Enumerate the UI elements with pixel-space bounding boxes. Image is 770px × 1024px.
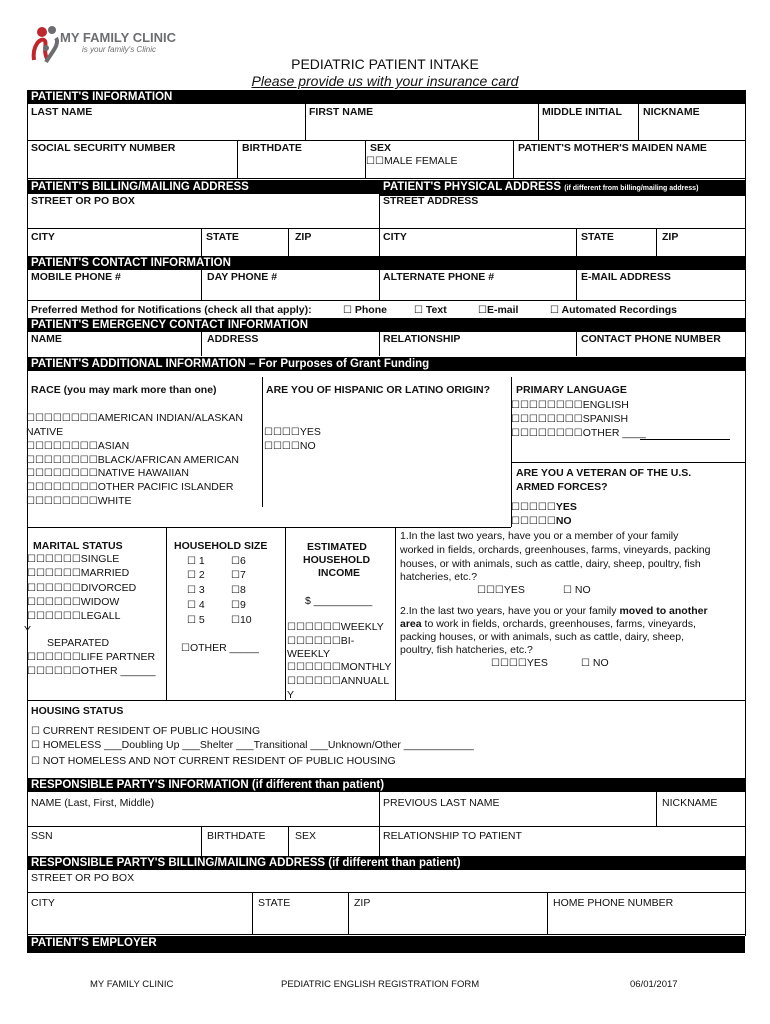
previous-last-name-field[interactable]: PREVIOUS LAST NAME (383, 797, 500, 809)
employer-header: PATIENT'S EMPLOYER (27, 936, 745, 953)
race-option-pacific[interactable]: ☐☐☐☐☐☐☐☐OTHER PACIFIC ISLANDER (26, 481, 234, 493)
marital-separated-label: SEPARATED (47, 637, 110, 649)
physical-city-field[interactable]: CITY (383, 231, 407, 243)
checkbox-icon[interactable]: ☐☐☐☐☐☐☐☐ (26, 413, 98, 424)
checkbox-icon[interactable]: ☐ (187, 556, 196, 567)
q2-line-1: 2.In the last two years, have you or your family moved to another (400, 605, 708, 617)
emergency-relationship-field[interactable]: RELATIONSHIP (383, 333, 461, 345)
household-option-6[interactable]: ☐6 (231, 555, 246, 567)
last-name-field[interactable]: LAST NAME (31, 106, 93, 118)
income-biweekly-option[interactable]: ☐☐☐☐☐☐BI- (287, 635, 355, 647)
checkbox-icon[interactable]: ☐ (231, 556, 240, 567)
checkbox-icon[interactable]: ☐ (414, 305, 423, 316)
checkbox-icon[interactable]: ☐☐☐☐☐☐ (27, 666, 81, 677)
checkbox-icon[interactable]: ☐ (31, 740, 40, 751)
checkbox-icon[interactable]: ☐ (343, 305, 352, 316)
logo-name: MY FAMILY CLINIC (60, 30, 177, 45)
notif-text-option[interactable]: ☐ Text (414, 304, 447, 316)
checkbox-icon[interactable]: ☐☐☐☐☐ (511, 516, 556, 527)
checkbox-icon[interactable]: ☐☐☐☐☐☐☐☐ (511, 414, 583, 425)
hispanic-yes-option[interactable]: ☐☐☐☐YES (264, 426, 321, 438)
checkbox-icon[interactable]: ☐☐☐☐☐☐ (27, 597, 81, 608)
race-option-native-cont: NATIVE (26, 426, 64, 438)
checkbox-icon[interactable]: ☐☐☐☐☐☐ (287, 662, 341, 673)
responsible-party-header: RESPONSIBLE PARTY'S INFORMATION (if different than patient) (27, 778, 745, 792)
emergency-header: PATIENT'S EMERGENCY CONTACT INFORMATION (27, 318, 745, 332)
checkbox-icon[interactable]: ☐☐☐☐☐☐☐☐ (511, 400, 583, 411)
veteran-label-2: ARMED FORCES? (516, 481, 608, 493)
veteran-no-option[interactable]: ☐☐☐☐☐NO (511, 515, 572, 527)
billing-state-field[interactable]: STATE (206, 231, 239, 243)
first-name-field[interactable]: FIRST NAME (309, 106, 374, 118)
income-label: ESTIMATED (307, 541, 367, 553)
additional-info-header: PATIENT'S ADDITIONAL INFORMATION – For Purposes of Grant Funding (27, 357, 745, 371)
language-spanish-option[interactable]: ☐☐☐☐☐☐☐☐SPANISH (511, 413, 629, 425)
checkbox-icon[interactable]: ☐ (231, 600, 240, 611)
income-label-3: LD (356, 554, 371, 566)
checkbox-icon[interactable]: ☐ (231, 570, 240, 581)
checkbox-icon[interactable]: ☐☐☐☐☐☐ (287, 622, 341, 633)
mobile-phone-field[interactable]: MOBILE PHONE # (31, 271, 121, 283)
checkbox-icon[interactable]: ☐ (563, 585, 572, 596)
checkbox-icon[interactable]: ☐ (231, 615, 240, 626)
household-option-4[interactable]: ☐ 4 (187, 599, 205, 611)
checkbox-icon[interactable]: ☐☐☐☐☐☐ (27, 568, 81, 579)
marital-divorced-option[interactable]: ☐☐☐☐☐☐DIVORCED (27, 582, 137, 594)
language-other-option[interactable]: ☐☐☐☐☐☐☐☐OTHER ____ (511, 427, 646, 439)
resp-state-field[interactable]: STATE (258, 897, 291, 909)
checkbox-icon[interactable]: ☐ (231, 585, 240, 596)
marital-widow-option[interactable]: ☐☐☐☐☐☐WIDOW (27, 596, 120, 608)
marital-other-option[interactable]: ☐☐☐☐☐☐OTHER ______ (27, 665, 156, 677)
marital-married-option[interactable]: ☐☐☐☐☐☐MARRIED (27, 567, 130, 579)
q2-line-3: packing houses, or with animals, such as cattle, dairy, sheep, (400, 631, 685, 643)
income-label-4: INCOME (318, 567, 360, 579)
checkbox-icon[interactable]: ☐☐☐☐☐☐☐☐ (26, 468, 98, 479)
billing-city-field[interactable]: CITY (31, 231, 55, 243)
responsible-billing-header: RESPONSIBLE PARTY'S BILLING/MAILING ADDRESS (if different than patient) (27, 856, 745, 870)
checkbox-icon[interactable]: ☐☐☐☐☐☐☐☐ (511, 428, 583, 439)
checkbox-icon[interactable]: ☐☐☐☐☐☐☐☐ (26, 441, 98, 452)
resp-zip-field[interactable]: ZIP (354, 897, 371, 909)
checkbox-icon[interactable]: ☐☐☐☐☐☐ (27, 583, 81, 594)
physical-zip-field[interactable]: ZIP (662, 231, 679, 243)
notification-label: Preferred Method for Notifications (check all that apply): (31, 304, 312, 316)
income-annually-cont: Y (287, 689, 295, 701)
marital-single-option[interactable]: ☐☐☐☐☐☐SINGLE (27, 553, 120, 565)
household-option-2[interactable]: ☐ 2 (187, 569, 205, 581)
hispanic-no-option[interactable]: ☐☐☐☐NO (264, 440, 316, 452)
checkbox-icon[interactable]: ☐ (181, 643, 190, 654)
checkbox-icon[interactable]: ☐☐☐☐☐☐☐☐ (26, 455, 98, 466)
q1-line-2: worked in fields, orchards, greenhouses, farms, vineyards, packing (400, 544, 711, 556)
email-field[interactable]: E-MAIL ADDRESS (581, 271, 671, 283)
household-option-other[interactable]: ☐OTHER _____ (181, 642, 259, 654)
contact-header: PATIENT'S CONTACT INFORMATION (27, 256, 745, 270)
alternate-phone-field[interactable]: ALTERNATE PHONE # (383, 271, 495, 283)
resp-street-field[interactable]: STREET OR PO BOX (31, 872, 135, 884)
q1-line-4: hatcheries, etc.? (400, 571, 478, 583)
household-option-7[interactable]: ☐7 (231, 569, 246, 581)
race-option-white[interactable]: ☐☐☐☐☐☐☐☐WHITE (26, 495, 132, 507)
q1-yes-option[interactable]: ☐☐☐YES (477, 584, 525, 596)
checkbox-icon[interactable]: ☐ (478, 305, 487, 316)
checkbox-icon[interactable]: ☐☐☐☐☐☐☐☐ (26, 496, 98, 507)
checkbox-icon[interactable]: ☐ (187, 570, 196, 581)
page-subtitle: Please provide us with your insurance card (251, 73, 519, 89)
checkbox-icon[interactable]: ☐ (31, 756, 40, 767)
checkbox-icon[interactable]: ☐☐☐☐☐☐ (27, 611, 81, 622)
logo-tagline: is your family's Clinic (82, 45, 156, 54)
veteran-yes-option[interactable]: ☐☐☐☐☐YES (511, 501, 577, 513)
checkbox-icon[interactable]: ☐ (187, 600, 196, 611)
billing-street-field[interactable]: STREET OR PO BOX (31, 195, 135, 207)
household-size-label: HOUSEHOLD SIZE (174, 540, 268, 552)
marital-life-partner-option[interactable]: ☐☐☐☐☐☐LIFE PARTNER (27, 651, 156, 663)
household-option-10[interactable]: ☐10 (231, 614, 252, 626)
housing-homeless-option[interactable]: ☐ HOMELESS ___Doubling Up ___Shelter ___Transitional ___Unknown/Other ____________ (31, 739, 474, 751)
income-label-2: HOUSEHO (303, 554, 357, 566)
housing-label: HOUSING STATUS (31, 705, 124, 717)
household-option-1[interactable]: ☐ 1 (187, 555, 205, 567)
sex-label: SEX (370, 142, 392, 154)
income-weekly-option[interactable]: ☐☐☐☐☐☐WEEKLY (287, 621, 384, 633)
race-option-hawaiian[interactable]: ☐☐☐☐☐☐☐☐NATIVE HAWAIIAN (26, 467, 189, 479)
emergency-name-field[interactable]: NAME (31, 333, 62, 345)
race-option-american-indian[interactable]: ☐☐☐☐☐☐☐☐AMERICAN INDIAN/ALASKAN (26, 412, 244, 424)
responsible-ssn-field[interactable]: SSN (31, 830, 53, 842)
marital-legally-option[interactable]: ☐☐☐☐☐☐LEGALL (27, 610, 121, 622)
checkbox-icon[interactable]: ☐☐☐☐ (491, 658, 527, 669)
race-option-asian[interactable]: ☐☐☐☐☐☐☐☐ASIAN (26, 440, 130, 452)
household-option-9[interactable]: ☐9 (231, 599, 246, 611)
household-option-8[interactable]: ☐8 (231, 584, 246, 596)
household-option-5[interactable]: ☐ 5 (187, 614, 205, 626)
language-english-option[interactable]: ☐☐☐☐☐☐☐☐ENGLISH (511, 399, 629, 411)
checkbox-icon[interactable]: ☐ (187, 615, 196, 626)
emergency-phone-field[interactable]: CONTACT PHONE NUMBER (581, 333, 721, 345)
physical-address-header: PATIENT'S PHYSICAL ADDRESS (if different from billing/mailing address) (379, 180, 745, 196)
q1-no-option[interactable]: ☐ NO (563, 584, 591, 596)
notif-phone-option[interactable]: ☐ Phone (343, 304, 387, 316)
q1-line-1: 1.In the last two years, have you or a member of your family (400, 530, 679, 542)
q2-yes-option[interactable]: ☐☐☐☐YES (491, 657, 548, 669)
q2-line-4: poultry, fish hatcheries, etc.? (400, 644, 533, 656)
responsible-sex-field[interactable]: SEX (295, 830, 317, 842)
checkbox-icon[interactable]: ☐☐☐☐☐☐ (27, 554, 81, 565)
checkbox-icon[interactable]: ☐☐☐☐☐ (511, 502, 556, 513)
q1-line-3: houses, or with animals, such as cattle, dairy, sheep, poultry, fish (400, 558, 701, 570)
q2-no-option[interactable]: ☐ NO (581, 657, 609, 669)
resp-home-phone-field[interactable]: HOME PHONE NUMBER (553, 897, 674, 909)
billing-zip-field[interactable]: ZIP (295, 231, 312, 243)
resp-city-field[interactable]: CITY (31, 897, 55, 909)
checkbox-icon[interactable]: ☐☐☐ (477, 585, 504, 596)
veteran-label: ARE YOU A VETERAN OF THE U.S. (516, 467, 692, 479)
checkbox-icon[interactable]: ☐ (581, 658, 590, 669)
billing-address-header: PATIENT'S BILLING/MAILING ADDRESS (27, 180, 379, 194)
checkbox-icon[interactable]: ☐ (550, 305, 559, 316)
income-amount-field[interactable]: $ __________ (305, 595, 373, 607)
birthdate-field[interactable]: BIRTHDATE (242, 142, 302, 154)
responsible-name-field[interactable]: NAME (Last, First, Middle) (31, 797, 155, 809)
ssn-field[interactable]: SOCIAL SECURITY NUMBER (31, 142, 176, 154)
checkbox-icon[interactable]: ☐ (187, 585, 196, 596)
footer-date: 06/01/2017 (630, 979, 678, 990)
hispanic-label: ARE YOU OF HISPANIC OR LATINO ORIGIN? (266, 384, 491, 396)
household-option-3[interactable]: ☐ 3 (187, 584, 205, 596)
income-annually-option[interactable]: ☐☐☐☐☐☐ANNUALL (287, 675, 390, 687)
checkbox-icon[interactable]: ☐☐☐☐☐☐☐☐ (26, 482, 98, 493)
footer-clinic: MY FAMILY CLINIC (90, 979, 174, 990)
middle-initial-field[interactable]: MIDDLE INITIAL (542, 106, 622, 118)
day-phone-field[interactable]: DAY PHONE # (207, 271, 278, 283)
physical-state-field[interactable]: STATE (581, 231, 614, 243)
notif-auto-option[interactable]: ☐ Automated Recordings (550, 304, 678, 316)
checkbox-icon[interactable]: ☐☐ (366, 156, 384, 167)
checkbox-icon[interactable]: ☐☐☐☐ (264, 441, 300, 452)
checkbox-icon[interactable]: ☐☐☐☐☐☐ (27, 652, 81, 663)
responsible-birthdate-field[interactable]: BIRTHDATE (207, 830, 266, 842)
race-label: RACE (you may mark more than one) (31, 384, 217, 396)
footer-form-name: PEDIATRIC ENGLISH REGISTRATION FORM (281, 979, 480, 990)
checkbox-icon[interactable]: ☐☐☐☐☐☐ (287, 676, 341, 687)
checkbox-icon[interactable]: ☐ (31, 726, 40, 737)
marital-label: MARITAL STATUS (33, 540, 123, 552)
nickname-field[interactable]: NICKNAME (643, 106, 700, 118)
checkbox-icon[interactable]: ☐☐☐☐ (264, 427, 300, 438)
housing-not-homeless-option[interactable]: ☐ NOT HOMELESS AND NOT CURRENT RESIDENT OF PUBLIC HOUSING (31, 755, 396, 767)
sex-options[interactable]: ☐☐MALE FEMALE (366, 155, 458, 167)
income-biweekly-cont: WEEKLY (287, 648, 330, 660)
language-label: PRIMARY LANGUAGE (516, 384, 627, 396)
relationship-to-patient-field[interactable]: RELATIONSHIP TO PATIENT (383, 830, 522, 842)
page-title: PEDIATRIC PATIENT INTAKE (291, 56, 479, 72)
mother-maiden-name-field[interactable]: PATIENT'S MOTHER'S MAIDEN NAME (518, 142, 707, 154)
q2-line-2: area to work in fields, orchards, greenhouses, farms, vineyards, (400, 618, 696, 630)
marital-legally-cont: Y (24, 624, 32, 636)
race-option-black[interactable]: ☐☐☐☐☐☐☐☐BLACK/AFRICAN AMERICAN (26, 454, 239, 466)
checkbox-icon[interactable]: ☐☐☐☐☐☐ (287, 636, 341, 647)
physical-street-field[interactable]: STREET ADDRESS (383, 195, 479, 207)
income-monthly-option[interactable]: ☐☐☐☐☐☐MONTHLY (287, 661, 392, 673)
emergency-address-field[interactable]: ADDRESS (207, 333, 259, 345)
notif-email-option[interactable]: ☐E-mail (478, 304, 519, 316)
responsible-nickname-field[interactable]: NICKNAME (662, 797, 718, 809)
patient-info-header: PATIENT'S INFORMATION (27, 90, 745, 104)
housing-public-option[interactable]: ☐ CURRENT RESIDENT OF PUBLIC HOUSING (31, 725, 261, 737)
